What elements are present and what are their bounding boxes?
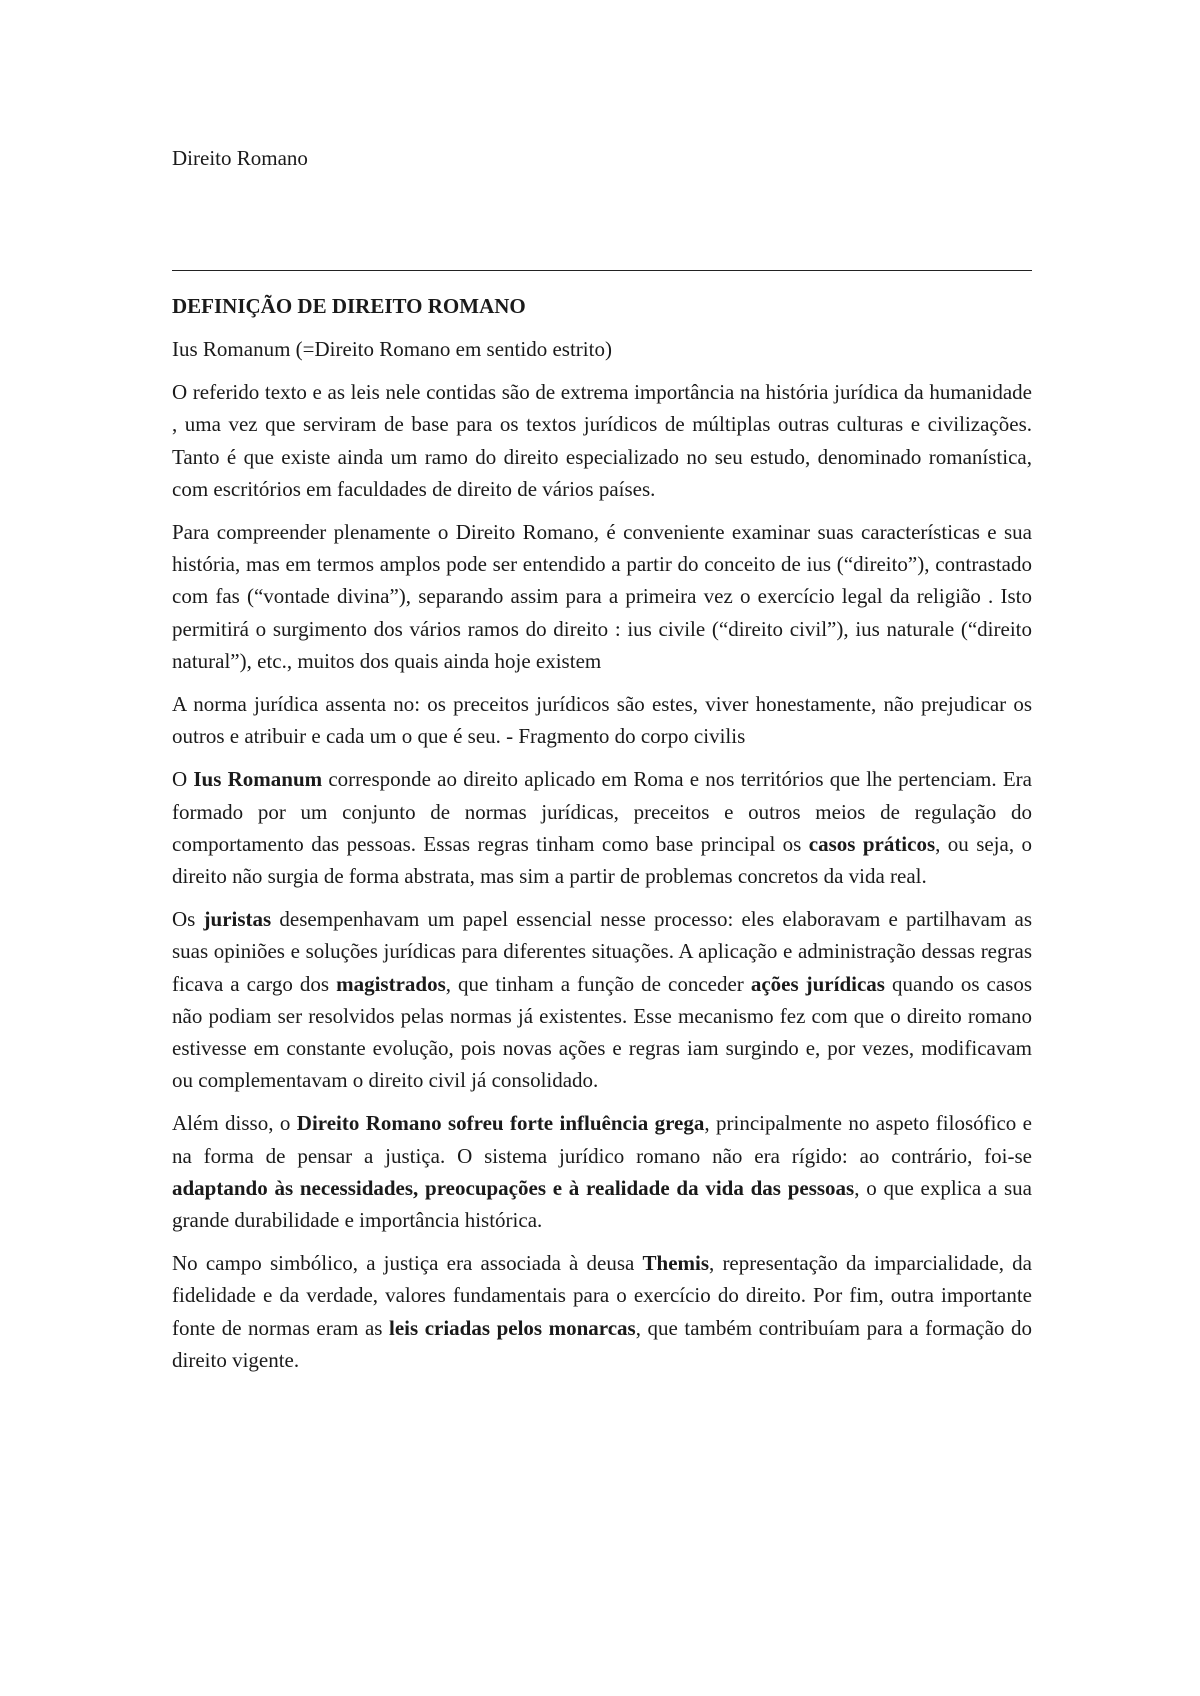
paragraph-1: O referido texto e as leis nele contidas são de extrema importância na história jurídica da humanidade , uma vez que serviram de base para os textos jurídicos de múltiplas outras culturas e civilizações. Tanto é que existe ainda um ramo do direito especializado no seu estudo, denominado romanística, com escritórios em faculdades de direito de vários países.	[172, 380, 1032, 501]
paragraph-7-bold-1: Themis	[642, 1251, 710, 1276]
document-body	[172, 290, 1032, 1387]
header-divider	[172, 270, 1032, 271]
paragraph-4-bold-2: casos práticos	[808, 831, 936, 856]
paragraph-4	[172, 763, 1032, 892]
paragraph-5-bold-2: magistrados	[336, 971, 446, 996]
paragraph-7	[172, 1247, 1032, 1376]
paragraph-3: A norma jurídica assenta no: os preceitos jurídicos são estes, viver honestamente, não prejudicar os outros e atribuir e cada um o que é seu. - Fragmento do corpo civilis	[172, 692, 1032, 749]
paragraph-5-bold-1: juristas	[203, 907, 272, 932]
paragraph-7-text-3: , que também contribuíam para a formação do direito vigente.	[172, 1315, 1032, 1372]
paragraph-5	[172, 903, 1032, 1096]
paragraph-2: Para compreender plenamente o Direito Romano, é conveniente examinar suas características e sua história, mas em termos amplos pode ser entendido a partir do conceito de ius (“direito”), contrastado com fas (“vontade divina”), separando assim para a primeira vez o exercício legal da religião . Isto permitirá o surgimento dos vários ramos do direito : ius civile (“direito civil”), ius naturale (“direito natural”), etc., muitos dos quais ainda hoje existem	[172, 520, 1032, 673]
paragraph-4-bold-1: Ius Romanum	[193, 767, 323, 792]
paragraph-5-text-2: desempenhavam um papel essencial nesse processo: eles elaboravam e partilhavam as suas opiniões e soluções jurídicas para diferentes situações. A aplicação e administração dessas regras ficava a cargo dos	[172, 907, 1032, 996]
page-header-title: Direito Romano	[172, 146, 308, 170]
paragraph-7-text-2: , representação da imparcialidade, da fidelidade e da verdade, valores fundamentais para o exercício do direito. Por fim, outra importante fonte de normas eram as	[172, 1251, 1032, 1340]
paragraph-7-bold-2: leis criadas pelos monarcas	[388, 1315, 636, 1340]
paragraph-6	[172, 1107, 1032, 1236]
paragraph-6-text-2: , principalmente no aspeto filosófico e na forma de pensar a justiça. O sistema jurídico romano não era rígido: ao contrário, foi-se	[172, 1111, 1032, 1168]
paragraph-6-bold-1: Direito Romano sofreu forte influência grega	[296, 1111, 705, 1136]
paragraph-7-text-1: No campo simbólico, a justiça era associada à deusa	[172, 1251, 643, 1276]
paragraph-4-text-3: , ou seja, o direito não surgia de forma abstrata, mas sim a partir de problemas concretos da vida real.	[172, 831, 1032, 889]
paragraph-6-text-3: , o que explica a sua grande durabilidade e importância histórica.	[172, 1175, 1032, 1233]
paragraph-4-text-1: O	[172, 767, 194, 792]
paragraph-4-text-2: corresponde ao direito aplicado em Roma e nos territórios que lhe pertenciam. Era formado por um conjunto de normas jurídicas, preceitos e outros meios de regulação do comportamento das pessoas. Essas regras tinham como base principal os	[172, 767, 1032, 856]
paragraph-6-bold-2: adaptando às necessidades, preocupações e à realidade da vida das pessoas	[172, 1175, 855, 1200]
paragraph-6-text-1: Além disso, o	[172, 1111, 297, 1136]
section-subtitle: Ius Romanum (=Direito Romano em sentido estrito)	[172, 337, 612, 361]
paragraph-5-text-1: Os	[172, 907, 204, 932]
paragraph-5-bold-3: ações jurídicas	[750, 971, 885, 996]
paragraph-5-text-4: quando os casos não podiam ser resolvidos pelas normas já existentes. Esse mecanismo fez com que o direito romano estivesse em constante evolução, pois novas ações e regras iam surgindo e, por vezes, modificavam ou complementavam o direito civil já consolidado.	[172, 971, 1033, 1093]
section-heading: DEFINIÇÃO DE DIREITO ROMANO	[172, 294, 526, 318]
paragraph-5-text-3: , que tinham a função de conceder	[445, 971, 751, 996]
